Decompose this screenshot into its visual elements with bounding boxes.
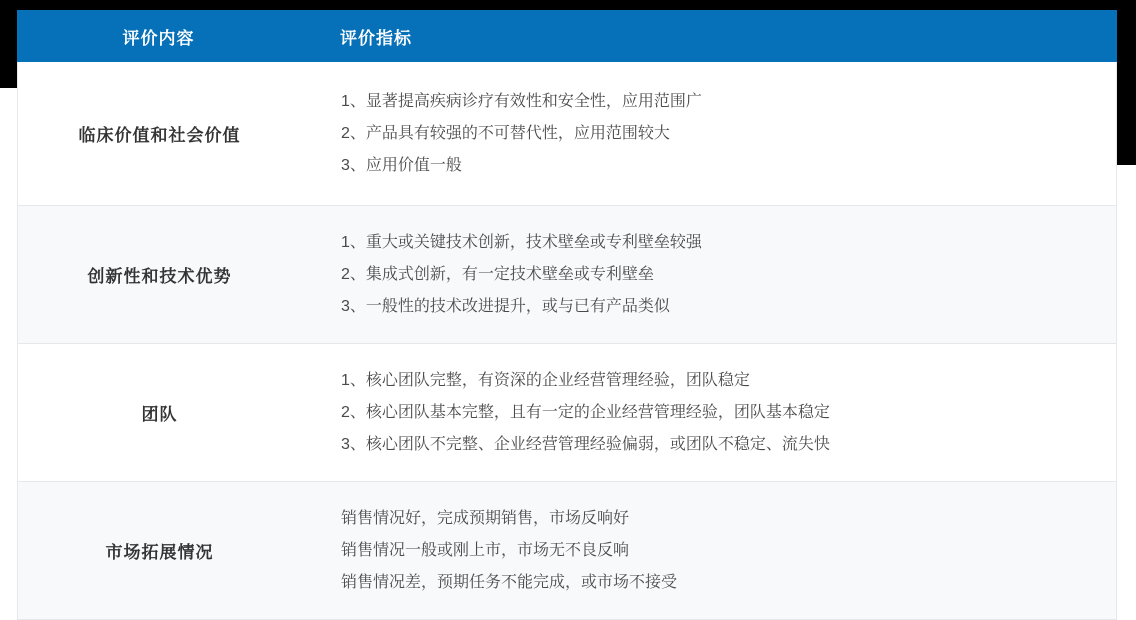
indicator-cell [301,62,1116,205]
indicator-line: 1、显著提高疾病诊疗有效性和安全性，应用范围广 [341,92,702,110]
indicator-line: 1、重大或关键技术创新，技术壁垒或专利壁垒较强 [341,233,702,251]
indicator-line: 2、核心团队基本完整，且有一定的企业经营管理经验，团队基本稳定 [341,403,830,421]
indicator-line: 3、应用价值一般 [341,156,462,174]
indicator-cell [301,206,1116,343]
evaluation-criteria-table [17,10,1117,620]
table-row [18,62,1116,206]
indicator-cell [301,344,1116,481]
indicator-line: 3、核心团队不完整、企业经营管理经验偏弱，或团队不稳定、流失快 [341,435,830,453]
category-cell: 团队 [141,405,178,424]
table-row [18,344,1116,482]
indicator-line: 2、集成式创新，有一定技术壁垒或专利壁垒 [341,265,654,283]
indicator-line: 2、产品具有较强的不可替代性，应用范围较大 [341,124,670,142]
screen-edge-artifact-left [0,10,17,88]
header-cell-evaluation-indicator: 评价指标 [340,28,412,48]
table-header-row [17,10,1117,62]
indicator-cell [301,482,1116,619]
table-row [18,482,1116,620]
indicator-line: 销售情况一般或刚上市，市场无不良反响 [341,541,630,559]
table-body [17,62,1117,620]
indicator-line: 1、核心团队完整，有资深的企业经营管理经验，团队稳定 [341,371,750,389]
screen-edge-artifact-right [1117,10,1136,165]
category-cell: 创新性和技术优势 [87,267,232,286]
category-cell: 市场拓展情况 [105,543,214,562]
indicator-line: 销售情况差，预期任务不能完成，或市场不接受 [341,573,678,591]
table-row [18,206,1116,344]
indicator-line: 销售情况好，完成预期销售，市场反响好 [341,509,630,527]
screen-edge-artifact-top [0,0,1136,10]
indicator-line: 3、一般性的技术改进提升，或与已有产品类似 [341,297,670,315]
category-cell: 临床价值和社会价值 [78,126,241,145]
header-cell-evaluation-content: 评价内容 [122,28,195,48]
